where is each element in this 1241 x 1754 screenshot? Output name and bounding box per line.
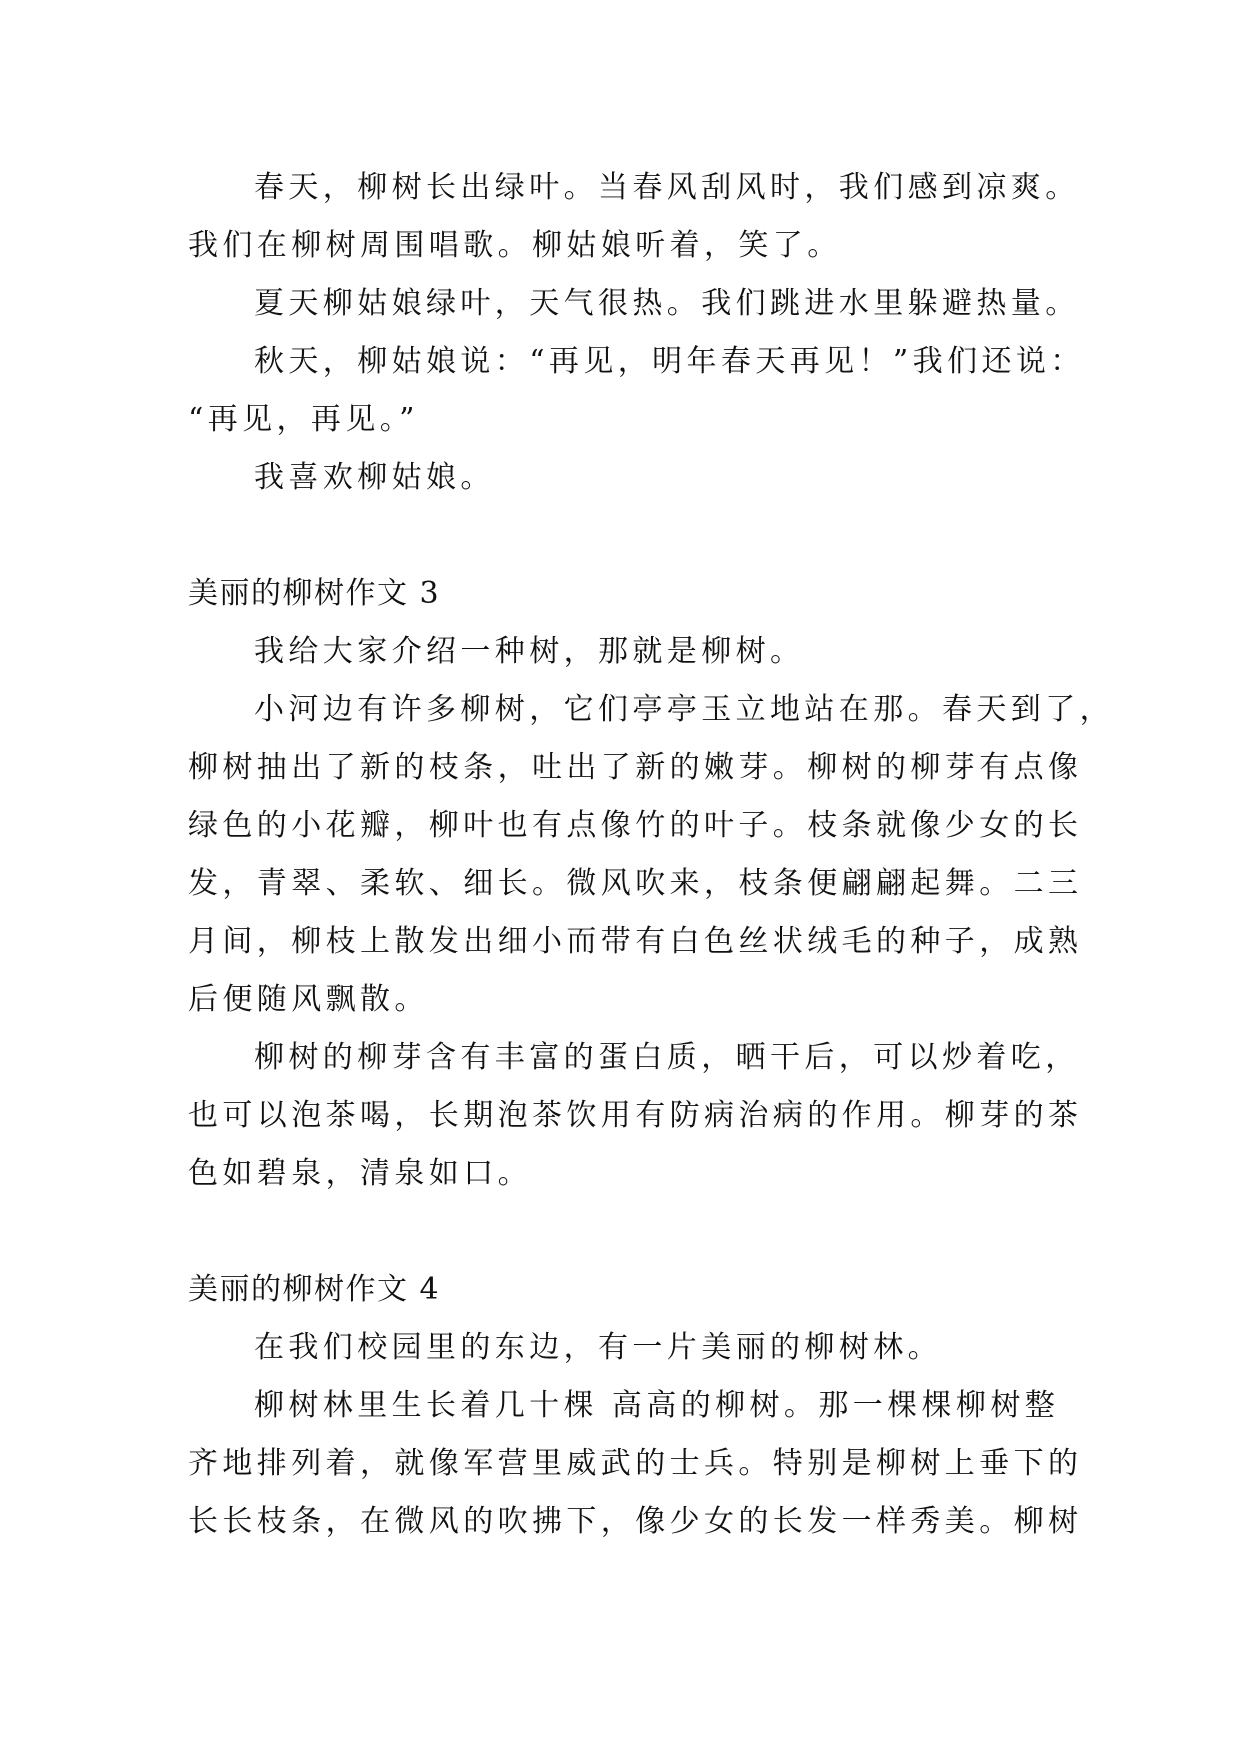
paragraph-line: 色如碧泉，清泉如口。 <box>188 1156 532 1191</box>
paragraph-line: 长长枝条，在微风的吹拂下，像少女的长发一样秀美。柳树 <box>188 1504 1083 1539</box>
paragraph-line: 月间，柳枝上散发出细小而带有白色丝状绒毛的种子，成熟 <box>188 924 1083 959</box>
paragraph-line: 春天，柳树长出绿叶。当春风刮风时，我们感到凉爽。 <box>254 170 1080 205</box>
section-heading: 美丽的柳树作文 3 <box>188 576 441 611</box>
paragraph-line: 柳树抽出了新的枝条，吐出了新的嫩芽。柳树的柳芽有点像 <box>188 750 1083 785</box>
paragraph-line: 柳树林里生长着几十棵 高高的柳树。那一棵棵柳树整 <box>254 1388 1060 1423</box>
section-heading: 美丽的柳树作文 4 <box>188 1272 441 1307</box>
paragraph-line: 我喜欢柳姑娘。 <box>254 460 495 495</box>
paragraph-line: 柳树的柳芽含有丰富的蛋白质，晒干后，可以炒着吃， <box>254 1040 1080 1075</box>
paragraph-line: 绿色的小花瓣，柳叶也有点像竹的叶子。枝条就像少女的长 <box>188 808 1083 843</box>
paragraph-line: 我给大家介绍一种树，那就是柳树。 <box>254 634 805 669</box>
paragraph-line: 后便随风飘散。 <box>188 982 429 1017</box>
paragraph-line: 在我们校园里的东边，有一片美丽的柳树林。 <box>254 1330 942 1365</box>
paragraph-line: 也可以泡茶喝，长期泡茶饮用有防病治病的作用。柳芽的茶 <box>188 1098 1083 1133</box>
paragraph-line: 发，青翠、柔软、细长。微风吹来，枝条便翩翩起舞。二三 <box>188 866 1083 901</box>
paragraph-line: 我们在柳树周围唱歌。柳姑娘听着，笑了。 <box>188 228 842 263</box>
paragraph-line: 齐地排列着，就像军营里威武的士兵。特别是柳树上垂下的 <box>188 1446 1083 1481</box>
paragraph-line: “再见，再见。” <box>188 402 419 437</box>
paragraph-line: 夏天柳姑娘绿叶，天气很热。我们跳进水里躲避热量。 <box>254 286 1080 321</box>
paragraph-line: 秋天，柳姑娘说：“再见，明年春天再见！”我们还说： <box>254 344 1085 379</box>
paragraph-line: 小河边有许多柳树，它们亭亭玉立地站在那。春天到了， <box>254 692 1114 727</box>
